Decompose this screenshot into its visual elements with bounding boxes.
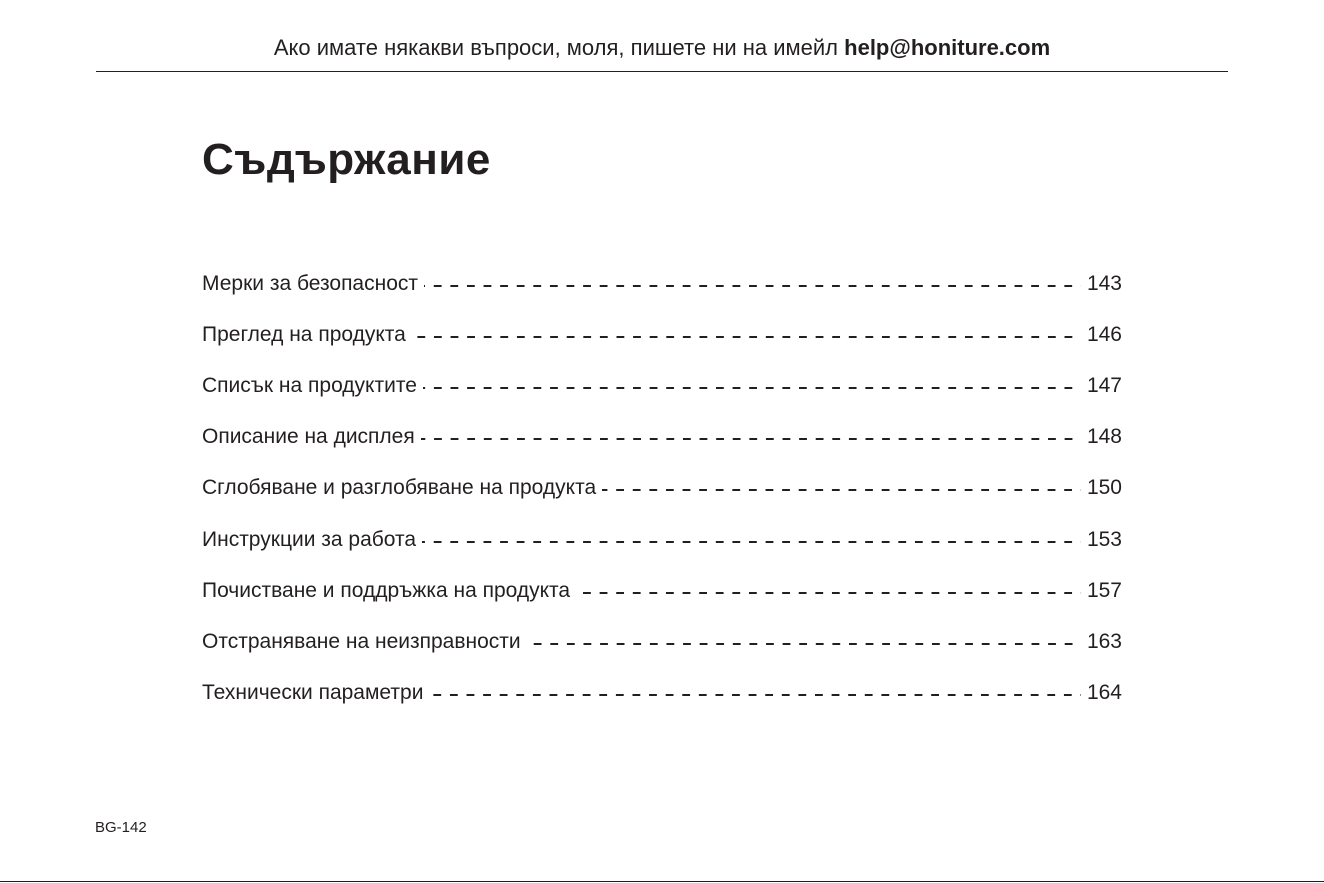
toc-entry-label: Мерки за безопасност bbox=[202, 271, 419, 295]
toc-entry-page: 164 bbox=[1086, 681, 1122, 705]
toc-dot-leader bbox=[422, 541, 1081, 543]
toc-entry-label: Почистване и поддръжка на продукта bbox=[202, 578, 571, 602]
toc-entry-page: 157 bbox=[1086, 578, 1122, 602]
toc-entry bbox=[202, 309, 1122, 360]
toc-entry bbox=[202, 258, 1122, 309]
toc-entry-page: 148 bbox=[1086, 425, 1122, 449]
toc-entry bbox=[202, 360, 1122, 411]
toc-entry-label: Сглобяване и разглобяване на продукта bbox=[202, 476, 597, 500]
toc-dot-leader bbox=[421, 438, 1081, 440]
toc-entry bbox=[202, 514, 1122, 565]
toc-entry bbox=[202, 412, 1122, 463]
page-title: Съдържание bbox=[202, 135, 491, 184]
table-of-contents bbox=[202, 258, 1122, 719]
toc-entry-label: Списък на продуктите bbox=[202, 373, 417, 397]
header-divider bbox=[96, 71, 1228, 72]
toc-entry-label: Технически параметри bbox=[202, 681, 424, 705]
toc-dot-leader bbox=[602, 489, 1081, 491]
toc-dot-leader bbox=[527, 643, 1081, 645]
toc-entry-page: 150 bbox=[1086, 476, 1122, 500]
toc-dot-leader bbox=[429, 694, 1081, 696]
toc-entry bbox=[202, 565, 1122, 616]
toc-entry-label: Отстраняване на неизправности bbox=[202, 629, 521, 653]
toc-entry bbox=[202, 616, 1122, 667]
bottom-divider bbox=[0, 881, 1324, 882]
toc-entry bbox=[202, 668, 1122, 719]
page-number: BG-142 bbox=[95, 819, 147, 836]
toc-dot-leader bbox=[423, 387, 1081, 389]
toc-entry-page: 147 bbox=[1086, 373, 1122, 397]
page-header bbox=[96, 30, 1228, 66]
toc-entry-page: 163 bbox=[1086, 629, 1122, 653]
toc-entry-page: 143 bbox=[1086, 271, 1122, 295]
toc-entry-page: 153 bbox=[1086, 527, 1122, 551]
toc-dot-leader bbox=[576, 592, 1081, 594]
contact-email: help@honiture.com bbox=[844, 35, 1051, 60]
toc-entry bbox=[202, 463, 1122, 514]
toc-dot-leader bbox=[412, 336, 1081, 338]
toc-entry-page: 146 bbox=[1086, 322, 1122, 346]
toc-dot-leader bbox=[424, 285, 1081, 287]
contact-text: Ако имате някакви въпроси, моля, пишете ни на имейл bbox=[273, 35, 839, 60]
toc-entry-label: Преглед на продукта bbox=[202, 322, 406, 346]
toc-entry-label: Инструкции за работа bbox=[202, 527, 417, 551]
toc-entry-label: Описание на дисплея bbox=[202, 425, 415, 449]
